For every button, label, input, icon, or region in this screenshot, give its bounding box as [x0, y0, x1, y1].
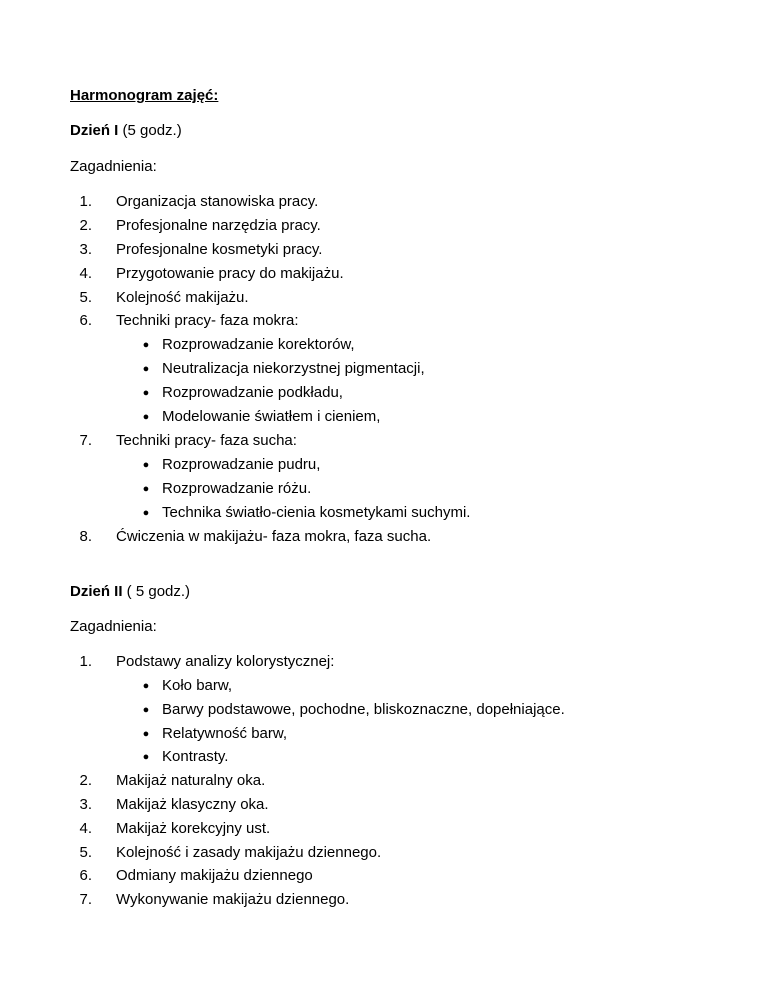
- bullet-icon: ●: [142, 387, 150, 399]
- list-item-text: Odmiany makijażu dziennego: [116, 867, 313, 884]
- bullet-icon: ●: [142, 411, 150, 423]
- list-item-text: Makijaż korekcyjny ust.: [116, 820, 271, 837]
- bullet-icon: ●: [142, 507, 150, 519]
- list-item-number: 7.: [79, 432, 92, 449]
- list-item-text: Organizacja stanowiska pracy.: [116, 193, 319, 210]
- day-2-heading-hours: ( 5 godz.): [122, 583, 191, 600]
- document-title: Harmonogram zajęć:: [70, 87, 219, 104]
- list-item-number: 4.: [79, 820, 92, 837]
- list-item-text: Profesjonalne narzędzia pracy.: [116, 217, 321, 234]
- list-item-number: 1.: [79, 653, 92, 670]
- day-2-heading: [70, 582, 190, 602]
- day-2-section-label: Zagadnienia:: [70, 618, 157, 635]
- sub-list-item-text: Rozprowadzanie różu.: [162, 480, 312, 497]
- sub-list-item-text: Technika światło-cienia kosmetykami suchymi.: [162, 504, 471, 521]
- list-item-number: 3.: [79, 796, 92, 813]
- bullet-icon: ●: [142, 363, 150, 375]
- list-item-number: 7.: [79, 891, 92, 908]
- list-item-number: 6.: [79, 867, 92, 884]
- list-item-number: 2.: [79, 772, 92, 789]
- bullet-icon: ●: [142, 751, 150, 763]
- list-item-text: Wykonywanie makijażu dziennego.: [116, 891, 350, 908]
- list-item-number: 4.: [79, 265, 92, 282]
- bullet-icon: ●: [142, 339, 150, 351]
- list-item-text: Techniki pracy- faza sucha:: [116, 432, 297, 449]
- sub-list-item-text: Modelowanie światłem i cieniem,: [162, 408, 381, 425]
- list-item-text: Makijaż klasyczny oka.: [116, 796, 269, 813]
- sub-list-item-text: Koło barw,: [162, 677, 233, 694]
- list-item-number: 2.: [79, 217, 92, 234]
- list-item-number: 6.: [79, 312, 92, 329]
- day-2-heading-bold: Dzień II: [70, 583, 123, 600]
- list-item-number: 5.: [79, 289, 92, 306]
- sub-list-item-text: Rozprowadzanie korektorów,: [162, 336, 355, 353]
- sub-list-item-text: Rozprowadzanie pudru,: [162, 456, 321, 473]
- list-item-text: Kolejność makijażu.: [116, 289, 249, 306]
- bullet-icon: ●: [142, 704, 150, 716]
- list-item-text: Techniki pracy- faza mokra:: [116, 312, 299, 329]
- list-item-text: Przygotowanie pracy do makijażu.: [116, 265, 344, 282]
- bullet-icon: ●: [142, 459, 150, 471]
- list-item-text: Podstawy analizy kolorystycznej:: [116, 653, 335, 670]
- bullet-icon: ●: [142, 680, 150, 692]
- list-item-number: 8.: [79, 528, 92, 545]
- list-item-text: Makijaż naturalny oka.: [116, 772, 266, 789]
- day-1-heading: [70, 121, 182, 141]
- list-item-text: Ćwiczenia w makijażu- faza mokra, faza sucha.: [116, 528, 432, 545]
- sub-list-item-text: Barwy podstawowe, pochodne, bliskoznaczne, dopełniające.: [162, 701, 565, 718]
- bullet-icon: ●: [142, 483, 150, 495]
- list-item-number: 3.: [79, 241, 92, 258]
- list-item-text: Kolejność i zasady makijażu dziennego.: [116, 844, 382, 861]
- sub-list-item-text: Kontrasty.: [162, 748, 229, 765]
- list-item-text: Profesjonalne kosmetyki pracy.: [116, 241, 323, 258]
- list-item-number: 1.: [79, 193, 92, 210]
- sub-list-item-text: Rozprowadzanie podkładu,: [162, 384, 343, 401]
- list-item-number: 5.: [79, 844, 92, 861]
- day-1-heading-bold: Dzień I: [70, 122, 119, 139]
- sub-list-item-text: Relatywność barw,: [162, 725, 288, 742]
- bullet-icon: ●: [142, 728, 150, 740]
- day-1-heading-hours: (5 godz.): [118, 122, 182, 139]
- sub-list-item-text: Neutralizacja niekorzystnej pigmentacji,: [162, 360, 425, 377]
- day-1-section-label: Zagadnienia:: [70, 158, 157, 175]
